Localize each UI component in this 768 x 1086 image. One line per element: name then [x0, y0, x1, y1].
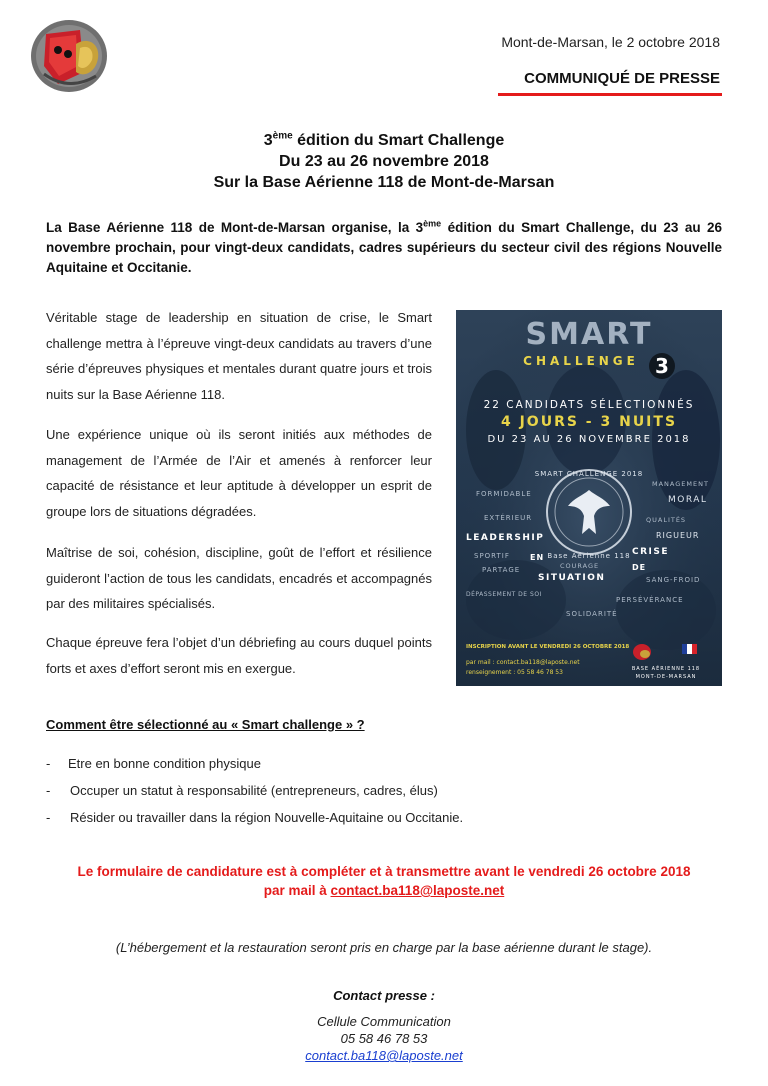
notice-email-link[interactable]: contact.ba118@laposte.net — [330, 883, 505, 898]
title-line-2: Du 23 au 26 novembre 2018 — [279, 153, 489, 170]
lead-paragraph: La Base Aérienne 118 de Mont-de-Marsan organise, la 3ème édition du Smart Challenge, du 23 au 26 novembre prochain, pour vingt-deux candidats, cadres supérieurs du secteur civil des régions Nouvelle Aquitaine et Occitanie. — [46, 218, 722, 275]
poster-footer-base: BASE AÉRIENNE 118 — [631, 666, 701, 672]
application-notice — [0, 862, 768, 900]
poster-seal-subtext: Base Aérienne 118 — [547, 552, 631, 560]
poster-word-partage: PARTAGE — [482, 566, 521, 574]
poster-word-rigueur: RIGUEUR — [656, 531, 700, 540]
poster-word-formidable: FORMIDABLE — [476, 490, 532, 498]
poster-dates: DU 23 AU 26 NOVEMBRE 2018 — [487, 434, 691, 445]
notice-line-2: par mail à contact.ba118@laposte.net — [263, 883, 505, 898]
document-title — [0, 130, 768, 193]
poster-footer-city: MONT-DE-MARSAN — [635, 674, 697, 680]
poster-word-sportif: SPORTIF — [474, 552, 510, 560]
body-paragraph-2: Une expérience unique où ils seront initiés aux méthodes de management de l’Armée de l’Air et amenés à renforcer leur capacité de résistance et leur aptitude à développer un esprit de groupe lors de situations dégradées. — [46, 427, 432, 519]
poster-word-management: MANAGEMENT — [652, 480, 709, 488]
list-item: - Etre en bonne condition physique — [46, 756, 261, 771]
poster-subtitle: CHALLENGE — [523, 354, 639, 368]
contact-name: Cellule Communication — [317, 1014, 451, 1029]
list-item: - Occuper un statut à responsabilité (entrepreneurs, cadres, élus) — [46, 783, 438, 798]
poster-word-moral: MORAL — [668, 495, 708, 505]
poster-word-courage: COURAGE — [560, 562, 600, 570]
poster-mail-line: par mail : contact.ba118@laposte.net — [466, 659, 580, 666]
contact-phone: 05 58 46 78 53 — [340, 1031, 428, 1046]
press-contact-heading: Contact presse : — [333, 988, 435, 1003]
base-aerienne-crest-icon — [28, 14, 110, 96]
poster-phone-line: renseignement : 05 58 46 78 53 — [466, 669, 563, 676]
dateline: Mont-de-Marsan, le 2 octobre 2018 — [501, 34, 720, 50]
title-line-1: 3ème édition du Smart Challenge — [263, 130, 505, 149]
poster-word-depassement: DÉPASSEMENT DE SOI — [466, 591, 542, 598]
poster-word-leadership: LEADERSHIP — [466, 533, 545, 543]
press-contact-block — [0, 1013, 768, 1064]
poster-inscription: INSCRIPTION AVANT LE VENDREDI 26 OCTOBRE 2018 — [466, 644, 630, 650]
poster-flag-icon — [682, 644, 697, 654]
poster-word-sang-froid: SANG-FROID — [646, 576, 701, 584]
body-paragraph-1: Véritable stage de leadership en situation de crise, le Smart challenge mettra à l’épreuve vingt-deux candidats au travers d’une série d’épreuves physiques et mentales durant quatre jours et trois nuits sur la Base Aérienne 118. — [46, 310, 432, 402]
poster-word-de: DE — [632, 563, 647, 572]
smart-challenge-poster — [456, 310, 722, 686]
poster-word-en: EN — [530, 553, 545, 562]
poster-word-qualites: QUALITÉS — [646, 516, 687, 524]
poster-title: SMART — [525, 317, 653, 352]
title-line-3: Sur la Base Aérienne 118 de Mont-de-Marsan — [213, 174, 555, 191]
poster-duration: 4 JOURS - 3 NUITS — [500, 414, 678, 430]
poster-word-solidarite: SOLIDARITÉ — [566, 610, 618, 618]
poster-crest-icon — [633, 644, 651, 660]
red-divider — [498, 93, 722, 96]
press-release-title: COMMUNIQUÉ DE PRESSE — [524, 70, 720, 87]
list-item: - Résider ou travailler dans la région Nouvelle-Aquitaine ou Occitanie. — [46, 810, 464, 825]
contact-email-link[interactable]: contact.ba118@laposte.net — [305, 1048, 463, 1063]
poster-word-exterieur: EXTÉRIEUR — [484, 514, 533, 522]
selection-heading: Comment être sélectionné au « Smart challenge » ? — [46, 717, 365, 732]
accommodation-note: (L’hébergement et la restauration seront pris en charge par la base aérienne durant le stage). — [115, 940, 653, 955]
notice-line-1: Le formulaire de candidature est à compléter et à transmettre avant le vendredi 26 octobre 2018 — [77, 864, 691, 879]
poster-word-perseverance: PERSÉVÉRANCE — [616, 596, 684, 604]
body-paragraph-4: Chaque épreuve fera l’objet d’un débriefing au cours duquel points forts et axes d’effort seront mis en exergue. — [46, 635, 432, 676]
poster-seal-text: SMART CHALLENGE 2018 — [534, 470, 644, 478]
body-paragraph-3: Maîtrise de soi, cohésion, discipline, goût de l’effort et résilience guideront l’action de tous les candidats, encadrés et accompagnés par des militaires spécialisés. — [46, 545, 432, 611]
poster-word-crise: CRISE — [632, 547, 670, 557]
poster-candidates: 22 CANDIDATS SÉLECTIONNÉS — [483, 399, 695, 411]
poster-edition-number: 3 — [655, 354, 669, 378]
poster-word-situation: SITUATION — [538, 573, 606, 583]
